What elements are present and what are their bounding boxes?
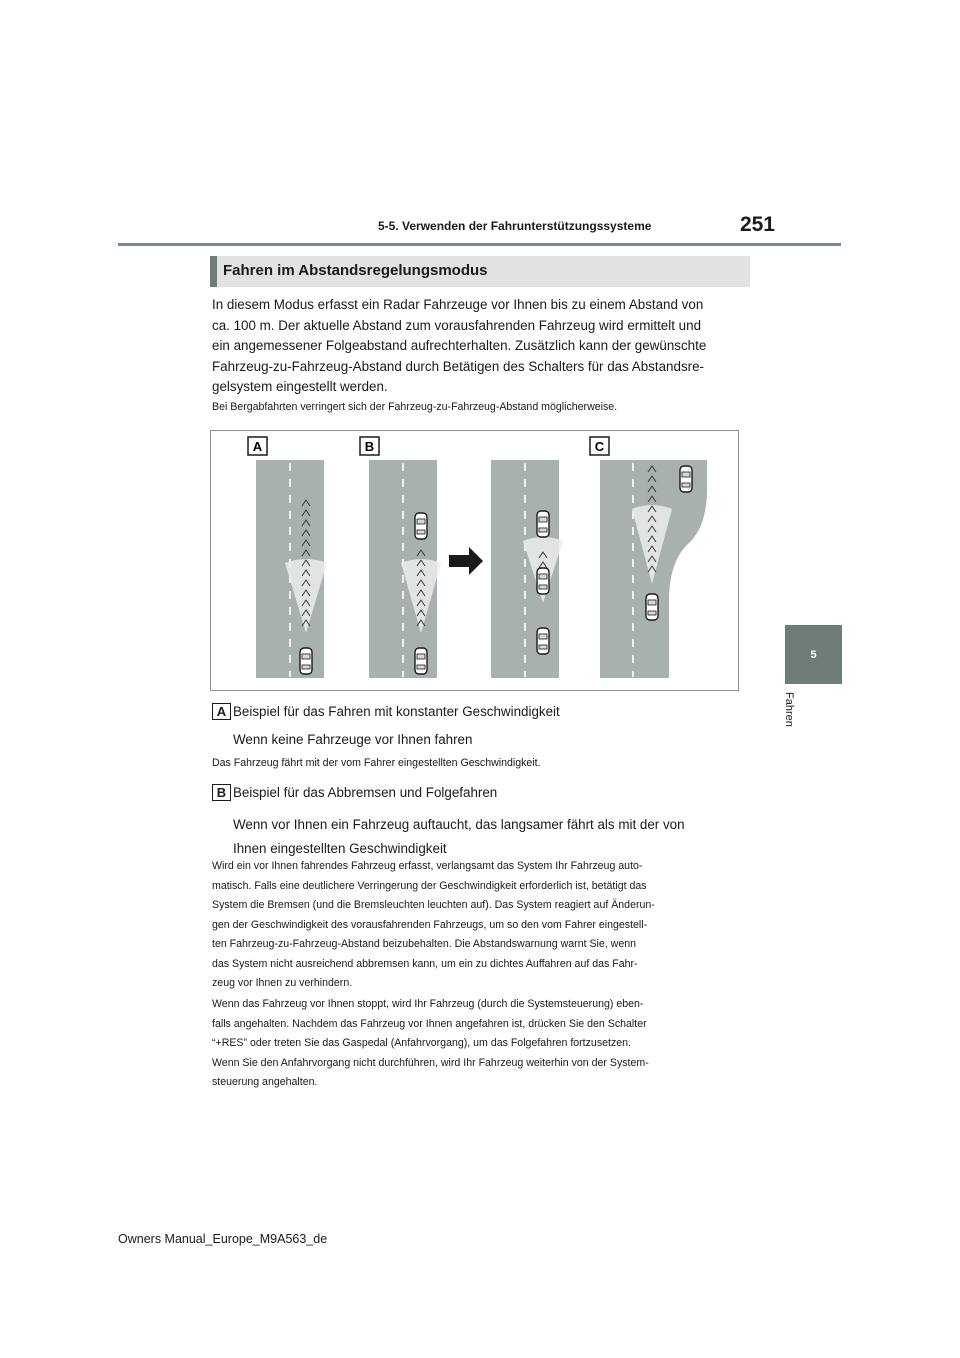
intro-line: ca. 100 m. Der aktuelle Abstand zum vorausfahrenden Fahrzeug wird ermittelt und <box>212 317 702 333</box>
heading-accent-bar <box>210 256 217 287</box>
item-b-paragraph-2 <box>212 995 752 1093</box>
item-b-title: Beispiel für das Abbremsen und Folgefahren <box>233 785 498 800</box>
paragraph-line: ten Fahrzeug-zu-Fahrzeug-Abstand beizubehalten. Die Abstandswarnung warnt Sie, wenn <box>212 938 637 950</box>
paragraph-line: gen der Geschwindigkeit des vorausfahrenden Fahrzeugs, um so den vom Fahrer eingestell- <box>212 918 648 931</box>
item-a-text: Das Fahrzeug fährt mit der vom Fahrer eingestellten Geschwindigkeit. <box>212 757 541 769</box>
item-b-subtitle-line: Ihnen eingestellten Geschwindigkeit <box>233 841 447 856</box>
acc-diagram <box>211 431 740 692</box>
chapter-title: Fahren <box>783 692 795 727</box>
road-a <box>256 460 327 678</box>
svg-text:C: C <box>594 439 605 454</box>
chapter-label <box>785 692 803 742</box>
paragraph-line: “+RES” oder treten Sie das Gaspedal (Anfahrvorgang), um das Folgefahren fortzusetzen. <box>212 1037 631 1049</box>
paragraph-line: Wenn Sie den Anfahrvorgang nicht durchführen, wird Ihr Fahrzeug weiterhin von der System- <box>212 1056 649 1069</box>
item-b-subtitle <box>233 813 685 861</box>
paragraph-line: matisch. Falls eine deutlichere Verringerung der Geschwindigkeit erforderlich ist, betätigt das <box>212 879 647 892</box>
downhill-note: Bei Bergabfahrten verringert sich der Fahrzeug-zu-Fahrzeug-Abstand möglicherweise. <box>212 401 618 413</box>
paragraph-line: Wird ein vor Ihnen fahrendes Fahrzeug erfasst, verlangsamt das System Ihr Fahrzeug auto- <box>212 860 643 872</box>
paragraph-line: steuerung angehalten. <box>212 1076 318 1088</box>
paragraph-line: System die Bremsen (und die Bremsleuchten leuchten auf). Das System reagiert auf Änderun- <box>212 899 655 911</box>
item-b-paragraph-1 <box>212 857 752 994</box>
item-a-subtitle: Wenn keine Fahrzeuge vor Ihnen fahren <box>233 732 473 747</box>
chapter-tab <box>785 625 842 684</box>
label-b <box>360 437 379 455</box>
chapter-number: 5 <box>810 648 817 661</box>
heading-title: Fahren im Abstandsregelungsmodus <box>223 262 488 279</box>
paragraph-line: zeug vor Ihnen zu verhindern. <box>212 977 353 989</box>
road-c <box>600 460 707 678</box>
road-b-before <box>369 460 441 678</box>
page-number: 251 <box>739 213 775 236</box>
item-a-title: Beispiel für das Fahren mit konstanter Geschwindigkeit <box>233 704 560 719</box>
header-rule <box>118 243 841 246</box>
section-title: 5-5. Verwenden der Fahrunterstützungssysteme <box>378 219 652 233</box>
transition-arrow <box>449 547 483 575</box>
intro-paragraph <box>212 295 752 398</box>
intro-line: gelsystem eingestellt werden. <box>212 379 388 395</box>
paragraph-line: falls angehalten. Nachdem das Fahrzeug vor Ihnen angefahren ist, drücken Sie den Schalter <box>212 1017 647 1030</box>
svg-text:A: A <box>252 439 263 454</box>
label-a <box>248 437 267 455</box>
label-c <box>590 437 609 455</box>
intro-line: In diesem Modus erfasst ein Radar Fahrzeuge vor Ihnen bis zu einem Abstand von <box>212 297 704 312</box>
paragraph-line: Wenn das Fahrzeug vor Ihnen stoppt, wird Ihr Fahrzeug (durch die Systemsteuerung) eben- <box>212 998 644 1010</box>
marker-a: A <box>212 703 231 720</box>
paragraph-line: das System nicht ausreichend abbremsen kann, um ein zu dichtes Auffahren auf das Fahr- <box>212 957 638 970</box>
road-b-after <box>491 460 563 678</box>
marker-b: B <box>212 784 231 801</box>
intro-line: ein angemessener Folgeabstand aufrechterhalten. Zusätzlich kann der gewünschte <box>212 338 707 354</box>
acc-illustration <box>210 430 739 691</box>
svg-text:B: B <box>364 439 375 454</box>
footer-doc-id: Owners Manual_Europe_M9A563_de <box>118 1232 328 1246</box>
intro-line: Fahrzeug-zu-Fahrzeug-Abstand durch Betätigen des Schalters für das Abstandsre- <box>212 358 705 374</box>
item-b-subtitle-line: Wenn vor Ihnen ein Fahrzeug auftaucht, das langsamer fährt als mit der von <box>233 817 685 832</box>
